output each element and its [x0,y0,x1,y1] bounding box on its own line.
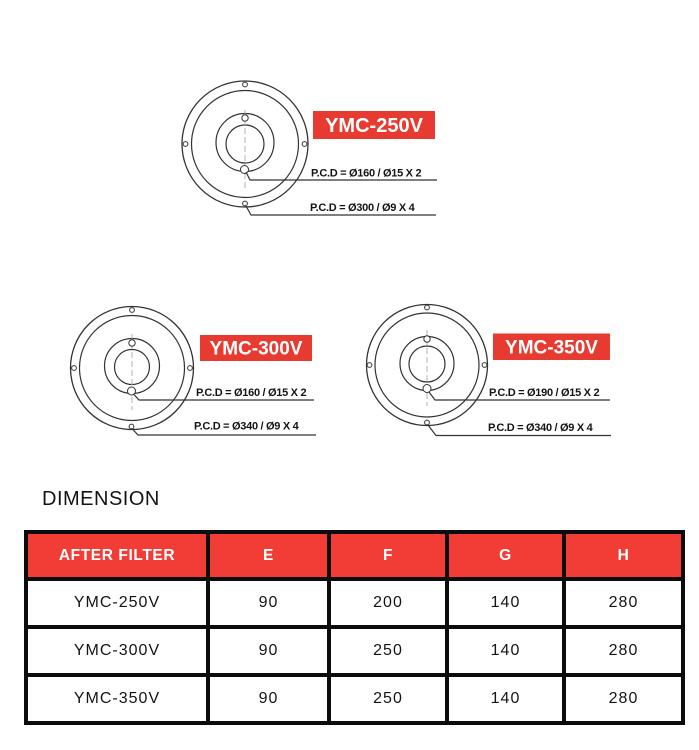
outer-flange-circle [182,81,308,207]
bolt-hole-bottom [425,420,430,425]
bolt-hole-right [188,366,193,371]
column-header-f: F [329,532,447,579]
pcd-hole-bottom [128,387,136,395]
pcd-annotation-inner: P.C.D = Ø160 / Ø15 X 2 [196,387,307,399]
cell-h: 280 [564,579,683,627]
dimension-table [24,530,685,725]
cell-model: YMC-300V [26,627,208,675]
bolt-hole-left [72,366,77,371]
column-header-after-filter: AFTER FILTER [26,532,208,579]
diagram-ymc-350v [367,305,612,436]
bolt-hole-right [302,142,307,147]
table-row [26,675,683,723]
pcd-annotation-outer: P.C.D = Ø300 / Ø9 X 4 [310,202,415,214]
flange-ring-circle [375,313,479,417]
outer-flange-circle [367,305,488,426]
cell-e: 90 [208,675,329,723]
column-header-g: G [447,532,564,579]
cell-f: 250 [329,627,447,675]
bolt-hole-top [425,305,430,310]
cell-h: 280 [564,675,683,723]
cell-e: 90 [208,627,329,675]
model-label: YMC-350V [505,337,598,359]
cell-g: 140 [447,627,564,675]
diagram-ymc-300v [71,307,317,436]
cell-model: YMC-250V [26,579,208,627]
dimension-heading: DIMENSION [42,488,160,510]
column-header-e: E [208,532,329,579]
table-header-row [26,532,683,579]
bolt-hole-top [243,82,248,87]
bolt-hole-left [367,363,372,368]
cell-f: 250 [329,675,447,723]
pcd-hole-top [424,336,430,342]
model-label: YMC-300V [209,338,303,360]
pcd-annotation-inner: P.C.D = Ø160 / Ø15 X 2 [311,167,422,180]
model-label: YMC-250V [325,115,423,137]
table-row [26,579,683,627]
flange-ring-circle [80,316,185,421]
cell-e: 90 [208,579,329,627]
table-row [26,627,683,675]
outer-flange-circle [71,307,194,430]
diagram-ymc-250v [182,81,437,215]
pcd-annotation-inner: P.C.D = Ø190 / Ø15 X 2 [489,387,600,399]
bolt-hole-bottom [129,424,134,429]
column-header-h: H [564,532,683,579]
flange-ring-circle [192,91,299,198]
cell-f: 200 [329,579,447,627]
bolt-hole-right [482,363,487,368]
cell-h: 280 [564,627,683,675]
bolt-hole-top [130,308,135,313]
pcd-hole-bottom [423,385,431,393]
cell-model: YMC-350V [26,675,208,723]
pcd-annotation-outer: P.C.D = Ø340 / Ø9 X 4 [194,420,299,433]
pcd-hole-top [242,115,248,121]
cell-g: 140 [447,579,564,627]
pcd-hole-top [129,340,135,346]
cell-g: 140 [447,675,564,723]
pcd-hole-bottom [241,166,249,174]
bolt-hole-bottom [243,201,248,206]
pcd-annotation-outer: P.C.D = Ø340 / Ø9 X 4 [488,422,593,434]
bolt-hole-left [183,142,188,147]
